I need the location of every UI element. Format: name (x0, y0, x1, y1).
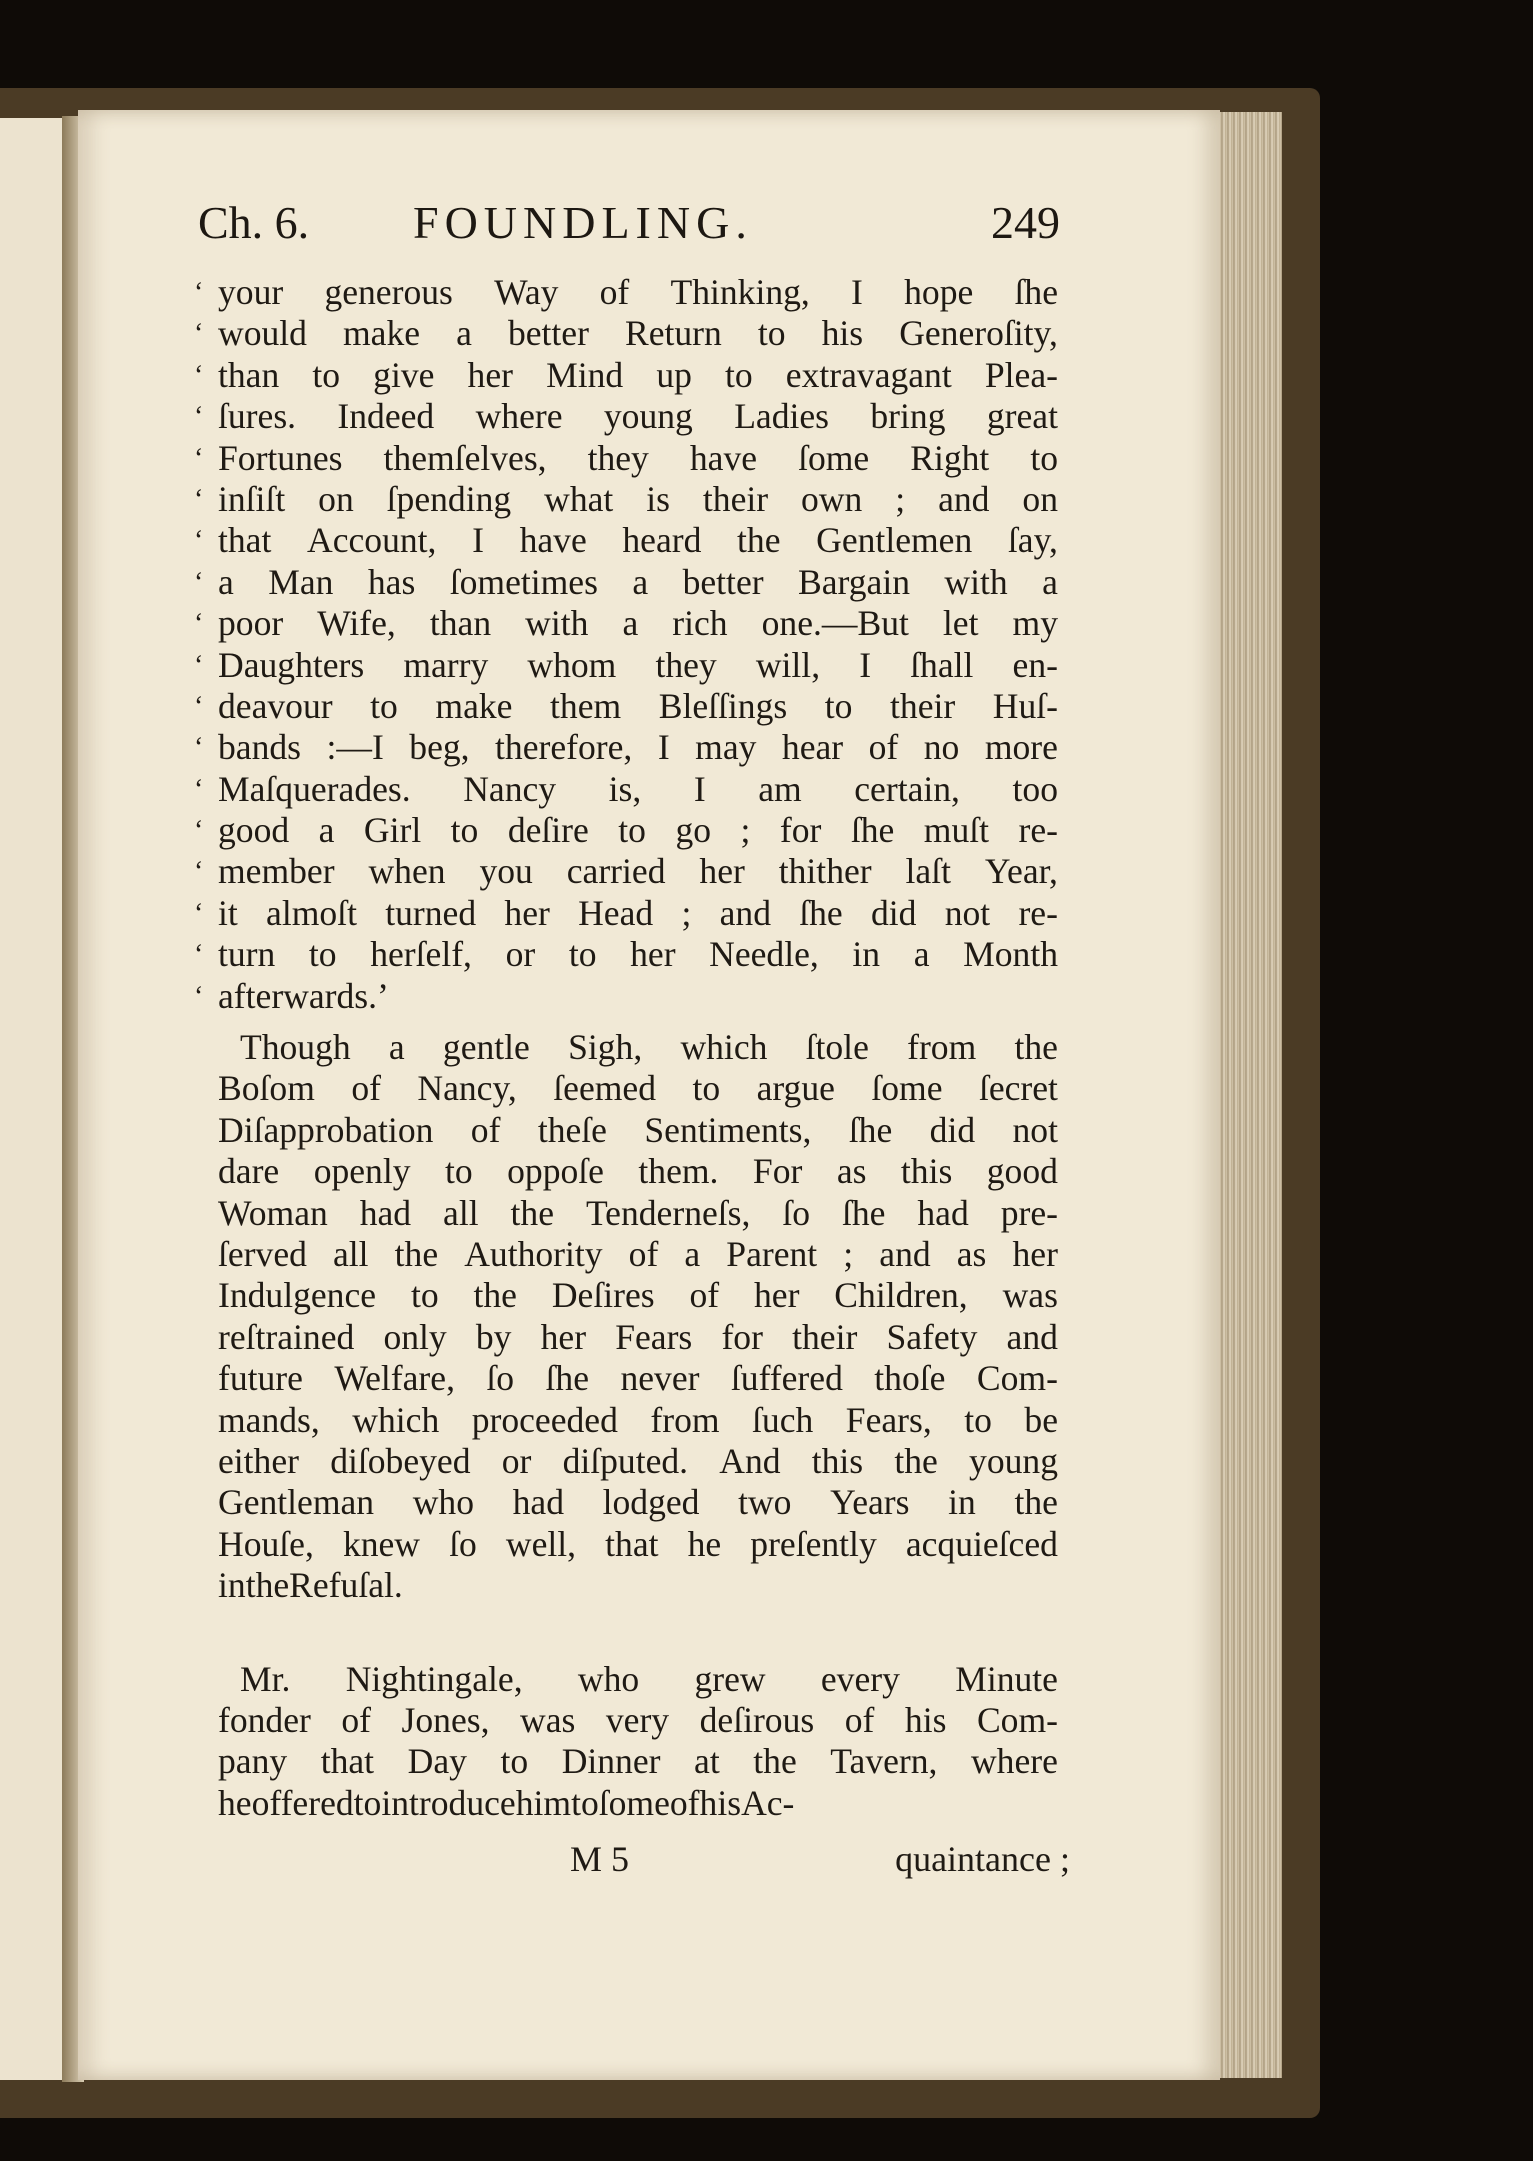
page-edges (1220, 112, 1282, 2078)
quote-mark: ‘ (194, 732, 204, 764)
page-number: 249 (991, 197, 1060, 248)
text-line: dare openly to oppoſe them. For as this good (218, 1151, 1058, 1192)
text-line: ‘ deavour to make them Bleſſings to their Huſ- (194, 685, 1058, 726)
text-line: Diſapprobation of theſe Sentiments, ſhe did not (218, 1109, 1058, 1150)
text-line: Boſom of Nancy, ſeemed to argue ſome ſecret (218, 1068, 1058, 1109)
text-line: ‘ than to give her Mind up to extravagant Plea- (194, 354, 1058, 395)
text-line: ſerved all the Authority of a Parent ; and as her (218, 1233, 1058, 1274)
text-line: ‘ bands :—I beg, therefore, I may hear of no more (194, 727, 1058, 768)
quote-mark: ‘ (194, 608, 204, 640)
text-line: Houſe, knew ſo well, that he preſently acquieſced (218, 1523, 1058, 1564)
paragraph-quoted-speech (194, 272, 1058, 1017)
text-line: pany that Day to Dinner at the Tavern, where (218, 1741, 1058, 1782)
text-line: ‘ turn to herſelf, or to her Needle, in a Month (194, 934, 1058, 975)
text-line: ‘ ſures. Indeed where young Ladies bring great (194, 396, 1058, 437)
text-line: either diſobeyed or diſputed. And this the young (218, 1440, 1058, 1481)
text-line: ‘ Daughters marry whom they will, I ſhall en- (194, 644, 1058, 685)
paragraph-narration (218, 1027, 1058, 1658)
page-footer (570, 1838, 1070, 1886)
paragraph-nightingale (218, 1659, 1058, 1825)
text-line: Though a gentle Sigh, which ſtole from the (240, 1027, 1058, 1068)
quote-mark: ‘ (194, 401, 204, 433)
text-line: mands, which proceeded from ſuch Fears, to be (218, 1399, 1058, 1440)
catchword: quaintance ; (895, 1839, 1070, 1879)
quote-mark: ‘ (194, 483, 204, 515)
text-line: ‘ afterwards.’ (194, 975, 389, 1016)
text-line: reſtrained only by her Fears for their Safety and (218, 1316, 1058, 1357)
quote-mark: ‘ (194, 856, 204, 888)
text-line: Mr. Nightingale, who grew every Minute (240, 1658, 1058, 1699)
quote-mark: ‘ (194, 359, 204, 391)
text-line: ‘ a Man has ſometimes a better Bargain with a (194, 561, 1058, 602)
text-line: ‘ your generous Way of Thinking, I hope ſhe (194, 272, 1058, 312)
text-line: in the Refuſal. (218, 1565, 403, 1606)
text-line: fonder of Jones, was very deſirous of his Com- (218, 1699, 1058, 1740)
quote-mark: ‘ (194, 525, 204, 557)
left-page-edge (0, 118, 65, 2080)
chapter-label: Ch. 6. (198, 197, 310, 248)
text-line: ‘ good a Girl to deſire to go ; for ſhe muſt re- (194, 810, 1058, 851)
text-line: ‘ would make a better Return to his Generoſity, (194, 313, 1058, 354)
text-line: Woman had all the Tenderneſs, ſo ſhe had pre- (218, 1192, 1058, 1233)
quote-mark: ‘ (194, 318, 204, 350)
text-line: ‘ inſiſt on ſpending what is their own ; and on (194, 478, 1058, 519)
quote-mark: ‘ (194, 980, 204, 1012)
quote-mark: ‘ (194, 773, 204, 805)
text-line: ‘ Fortunes themſelves, they have ſome Right to (194, 437, 1058, 478)
text-line: ‘ member when you carried her thither laſt Year, (194, 851, 1058, 892)
running-header (198, 196, 1060, 256)
quote-mark: ‘ (194, 815, 204, 847)
quote-mark: ‘ (194, 897, 204, 929)
quote-mark: ‘ (194, 566, 204, 598)
running-title: FOUNDLING. (413, 197, 753, 248)
text-line: ‘ it almoſt turned her Head ; and ſhe did not re- (194, 892, 1058, 933)
quote-mark: ‘ (194, 277, 204, 308)
text-line: future Welfare, ſo ſhe never ſuffered thoſe Com- (218, 1358, 1058, 1399)
quote-mark: ‘ (194, 939, 204, 971)
text-line: he offered to introduce him to ſome of his Ac- (218, 1782, 795, 1823)
body-text (194, 272, 1058, 1824)
quote-mark: ‘ (194, 442, 204, 474)
signature-mark: M 5 (570, 1839, 630, 1879)
text-line: ‘ Maſquerades. Nancy is, I am certain, too (194, 768, 1058, 809)
text-line: ‘ poor Wife, than with a rich one.—But let my (194, 603, 1058, 644)
quote-mark: ‘ (194, 690, 204, 722)
text-line: Indulgence to the Deſires of her Children, was (218, 1275, 1058, 1316)
text-line: Gentleman who had lodged two Years in the (218, 1482, 1058, 1523)
text-line: ‘ that Account, I have heard the Gentlemen ſay, (194, 520, 1058, 561)
quote-mark: ‘ (194, 649, 204, 681)
